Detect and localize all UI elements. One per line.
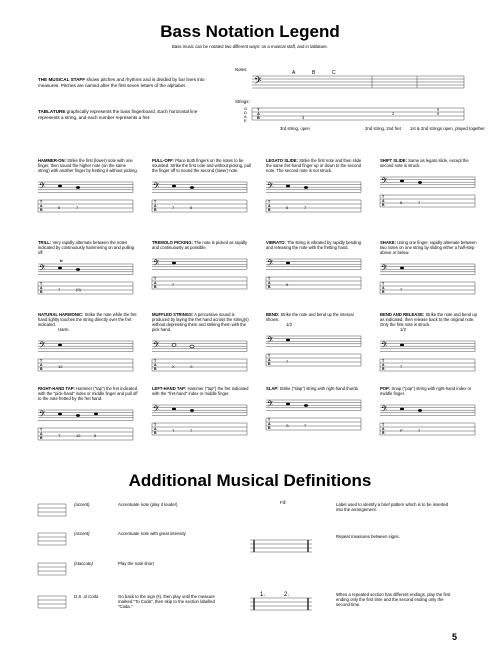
technique-text: Hammer ("tap") the fret indicated with the "pick-hand" index or middle finger and pull off to the note fretted by the fret hand. — [38, 386, 138, 401]
tab-number: 7 — [58, 287, 61, 292]
note-head — [58, 344, 62, 347]
intro-tab — [244, 106, 464, 123]
svg-text:𝄢: 𝄢 — [39, 410, 46, 422]
svg-text:E: E — [244, 118, 247, 123]
svg-text:𝄢: 𝄢 — [39, 264, 46, 276]
technique-text: A percussive sound is produced by laying the fret hand across the string(s) without depressing them and striking them with the pick hand. — [152, 312, 249, 332]
tab-number: 5 — [190, 205, 193, 210]
svg-text:A: A — [382, 199, 385, 203]
note-head — [76, 268, 80, 271]
svg-text:T: T — [268, 418, 271, 422]
svg-text:T: T — [268, 354, 271, 359]
technique-name: TREMOLO PICKING: — [152, 240, 193, 245]
svg-text:B: B — [382, 203, 385, 207]
tab-number: T — [58, 433, 61, 438]
page-number: 5 — [452, 632, 458, 642]
technique-annotation: 1/2 — [400, 327, 406, 332]
svg-text:A: A — [268, 358, 271, 363]
svg-text:tr: tr — [60, 258, 63, 263]
definition-description: Accentuate note (play it louder) — [118, 502, 178, 507]
note-head — [172, 185, 176, 188]
note-head — [76, 414, 80, 417]
svg-text:𝄢: 𝄢 — [267, 336, 274, 348]
technique-name: LEFT-HAND TAP: — [152, 386, 187, 391]
svg-text:B: B — [154, 367, 157, 371]
svg-text:B: B — [382, 367, 385, 372]
technique-description — [266, 158, 366, 173]
svg-text:B: B — [312, 70, 316, 76]
svg-text:A: A — [154, 427, 157, 431]
svg-text:B: B — [40, 367, 43, 372]
technique-cell — [38, 312, 138, 377]
svg-text:0: 0 — [437, 111, 440, 116]
svg-text:A: A — [382, 286, 385, 290]
definition-staff — [38, 557, 68, 579]
strings-label: Strings: — [235, 99, 250, 104]
tab-number: 7 — [172, 205, 175, 210]
svg-text:A: A — [40, 432, 43, 436]
definition-staff — [38, 527, 68, 549]
svg-text:B: B — [154, 208, 157, 212]
svg-text:𝄢: 𝄢 — [267, 400, 274, 412]
svg-text:C: C — [332, 70, 336, 76]
staff-text: shows pitches and rhythms and is divided by bar lines into measures. Pitches are named after the first seven letters of the alphabet. — [38, 77, 205, 88]
technique-name: POP: — [380, 386, 391, 391]
note-head — [58, 185, 62, 188]
technique-cell — [266, 158, 366, 218]
tab-number: 9 — [286, 282, 289, 287]
tab-number: 12 — [58, 364, 63, 370]
svg-text:T: T — [154, 200, 157, 204]
svg-text:G: G — [244, 106, 248, 111]
page-subtitle: Bass music can be notated two different ways: on a musical staff, and in tablature. — [171, 44, 329, 49]
technique-name: SLAP: — [266, 386, 279, 391]
ending-label: 1. — [260, 592, 266, 598]
svg-text:A: A — [40, 363, 43, 368]
tab-description — [38, 109, 208, 120]
page-title: Bass Notation Legend — [160, 22, 340, 41]
note-head — [418, 409, 422, 412]
tab-number: 12 — [76, 433, 81, 438]
technique-description — [380, 312, 480, 327]
note-head — [58, 267, 62, 270]
technique-cell — [380, 312, 480, 377]
tab-number: 7 — [400, 287, 403, 292]
tab-number: 5 — [58, 205, 61, 210]
svg-text:B: B — [257, 115, 260, 120]
definition-description: Accentuate note with great intensity — [118, 531, 186, 536]
svg-text:A: A — [244, 114, 247, 119]
technique-text: Strike the note and bend up the interval shown. — [266, 312, 354, 322]
svg-text:A: A — [292, 70, 296, 76]
technique-cell — [152, 312, 252, 377]
definition-description: When a repeated section has different endings, play the first ending only the first time and the second ending only the second time. — [336, 592, 451, 608]
svg-text:𝄢: 𝄢 — [381, 405, 388, 417]
technique-description — [38, 158, 138, 173]
tab-number: 7 — [304, 205, 307, 210]
note-head — [94, 413, 98, 416]
definition-staff — [250, 590, 315, 614]
technique-name: LEGATO SLIDE: — [266, 158, 298, 163]
technique-notation — [38, 335, 133, 377]
svg-text:T: T — [40, 428, 43, 432]
technique-cell — [380, 158, 480, 213]
technique-notation — [38, 404, 133, 446]
tab-heading: TABLATURE — [38, 109, 66, 114]
note-head — [190, 186, 194, 189]
definition-staff — [250, 532, 315, 556]
svg-text:3: 3 — [302, 115, 305, 120]
technique-text: Strike the note while the fret hand lightly touches the string directly over the fret indicated. — [38, 312, 137, 327]
technique-cell — [152, 386, 252, 441]
tab-text: graphically represents the bass fingerboard. Each horizontal line represents a string, and each number represents a fret. — [38, 109, 198, 120]
technique-description — [380, 158, 480, 168]
definition-description: Repeat measures between signs. — [336, 534, 400, 539]
technique-text: Strike the note and bend up as indicated, then release back to the original note. Only the first note is struck. — [380, 312, 477, 327]
svg-text:B: B — [382, 431, 385, 435]
technique-name: BEND AND RELEASE: — [380, 312, 425, 317]
note-head — [400, 267, 404, 270]
technique-text: Very rapidly alternate between the notes indicated by continuously hammering on and pulling off. — [38, 240, 135, 255]
note-head — [286, 403, 290, 406]
svg-text:T: T — [268, 277, 271, 281]
technique-notation — [152, 176, 247, 218]
tab-number: X — [190, 364, 193, 369]
svg-text:T: T — [154, 359, 157, 363]
note-head — [286, 262, 290, 265]
tab-number: S — [286, 423, 289, 428]
technique-description — [38, 240, 138, 255]
svg-text:T: T — [382, 359, 385, 364]
tab-number: (9) — [76, 287, 81, 292]
technique-name: RIGHT-HAND TAP: — [38, 386, 75, 391]
svg-text:𝄢: 𝄢 — [381, 341, 388, 353]
definition-staff — [250, 500, 315, 524]
technique-description — [152, 158, 252, 173]
caption-2: 2nd string, 2nd fret — [365, 126, 401, 131]
technique-text: Same as legato slide, except the second note is struck. — [380, 158, 469, 168]
svg-text:𝄢: 𝄢 — [381, 264, 388, 276]
svg-text:2: 2 — [392, 111, 395, 116]
technique-cell — [152, 240, 252, 295]
technique-description — [152, 240, 252, 250]
svg-text:A: A — [268, 204, 271, 208]
svg-text:T: T — [154, 277, 157, 281]
technique-notation — [380, 399, 475, 441]
technique-annotation: 1/2 — [286, 322, 292, 327]
definition-term: D.S. al Coda — [74, 594, 99, 599]
note-head — [286, 185, 290, 188]
svg-text:T: T — [257, 107, 260, 112]
svg-text:B: B — [268, 285, 271, 289]
technique-notation — [152, 399, 247, 441]
technique-notation — [152, 253, 247, 295]
svg-text:𝄢: 𝄢 — [153, 405, 160, 417]
svg-text:B: B — [268, 362, 271, 367]
tab-number: 7 — [190, 428, 193, 433]
note-head — [172, 262, 176, 265]
technique-cell — [152, 158, 252, 218]
note-head — [418, 181, 422, 184]
note-head — [172, 408, 176, 411]
svg-text:𝄢: 𝄢 — [267, 182, 274, 194]
technique-notation — [380, 335, 475, 377]
definition-term: (accent) — [74, 531, 90, 536]
technique-cell — [38, 240, 138, 300]
svg-text:T: T — [382, 423, 385, 427]
svg-text:T: T — [382, 282, 385, 286]
svg-text:𝄢: 𝄢 — [381, 177, 388, 189]
svg-text:A: A — [154, 363, 157, 367]
tab-number: P — [400, 428, 403, 433]
technique-notation — [380, 171, 475, 213]
technique-description — [266, 240, 366, 250]
technique-text: Place both fingers on the notes to be sounded. Strike the first note and without picking, pull the finger off to sound the second (lower) note. — [152, 158, 251, 173]
tab-number: 7 — [286, 359, 289, 365]
technique-name: HAMMER-ON: — [38, 158, 66, 163]
technique-text: Hammer ("tap") the fret indicated with the "fret-hand" index or middle finger. — [152, 386, 249, 396]
staff-heading: THE MUSICAL STAFF — [38, 77, 86, 82]
svg-text:𝄢: 𝄢 — [153, 341, 160, 353]
svg-text:D: D — [244, 110, 247, 115]
technique-description — [266, 312, 366, 322]
definition-term: Fill — [280, 500, 286, 505]
technique-name: TRILL: — [38, 240, 52, 245]
svg-text:A: A — [40, 204, 43, 208]
note-head — [190, 409, 194, 412]
technique-name: NATURAL HARMONIC: — [38, 312, 84, 317]
additional-title: Additional Musical Definitions — [128, 471, 372, 490]
tab-number: 7 — [304, 423, 307, 428]
technique-description — [266, 386, 366, 391]
note-head — [286, 339, 290, 342]
technique-name: MUFFLED STRINGS: — [152, 312, 194, 317]
svg-text:B: B — [382, 290, 385, 294]
svg-text:A: A — [268, 281, 271, 285]
tab-number: X — [172, 364, 175, 369]
svg-text:𝄢: 𝄢 — [39, 341, 46, 353]
technique-text: Strike the first note and then slide the same fret-hand finger up or down to the second note. The second note is not struck. — [266, 158, 362, 173]
svg-text:T: T — [40, 200, 43, 204]
technique-notation — [38, 176, 133, 218]
svg-text:𝄢: 𝄢 — [254, 75, 262, 89]
svg-text:A: A — [154, 204, 157, 208]
svg-text:A: A — [268, 422, 271, 426]
technique-cell — [266, 240, 366, 295]
technique-name: VIBRATO: — [266, 240, 286, 245]
note-head — [304, 186, 308, 189]
svg-text:𝄢: 𝄢 — [153, 182, 160, 194]
technique-description — [380, 240, 480, 255]
svg-text:T: T — [40, 359, 43, 364]
technique-name: SHAKE: — [380, 240, 397, 245]
svg-text:T: T — [40, 282, 43, 286]
tab-number: T — [172, 428, 175, 433]
technique-description — [38, 312, 138, 327]
svg-text:A: A — [382, 363, 385, 368]
note-head — [400, 408, 404, 411]
intro-staff — [252, 70, 464, 89]
technique-text: The string is vibrated by rapidly bending and releasing the note with the fretting hand. — [266, 240, 361, 250]
svg-text:B: B — [40, 208, 43, 212]
svg-text:B: B — [154, 285, 157, 289]
technique-description — [152, 312, 252, 332]
tab-number: 5 — [400, 200, 403, 205]
note-head — [400, 344, 404, 347]
definition-description: Label used to identify a brief pattern which is to be inserted into the arrangement. — [336, 502, 449, 513]
svg-text:0: 0 — [437, 107, 440, 112]
technique-description — [152, 386, 252, 396]
svg-text:A: A — [40, 286, 43, 290]
technique-text: Strike the first (lower) note with one finger, then sound the higher note (on the same string) with another finger by fretting it without picking. — [38, 158, 138, 173]
technique-cell — [380, 240, 480, 300]
technique-text: The note is picked as rapidly and continuously as possible. — [152, 240, 248, 250]
technique-name: PULL-OFF: — [152, 158, 175, 163]
technique-text: Strike ("slap") string with right-hand thumb. — [279, 386, 360, 391]
svg-text:B: B — [40, 436, 43, 440]
svg-text:A: A — [154, 281, 157, 285]
note-head — [58, 413, 62, 416]
svg-text:A: A — [257, 111, 260, 116]
technique-cell — [266, 386, 366, 436]
technique-notation — [38, 258, 133, 300]
definition-staff — [38, 590, 68, 612]
technique-notation — [266, 176, 361, 218]
technique-cell — [38, 386, 138, 446]
technique-notation — [266, 253, 361, 295]
note-head — [400, 180, 404, 183]
note-head — [172, 344, 176, 347]
technique-notation — [152, 335, 247, 377]
technique-cell — [38, 158, 138, 218]
svg-text:T: T — [382, 195, 385, 199]
technique-annotation: Harm. — [58, 327, 70, 332]
note-head — [304, 404, 308, 407]
svg-text:A: A — [382, 427, 385, 431]
svg-text:B: B — [268, 208, 271, 212]
technique-notation — [266, 330, 361, 372]
technique-notation — [266, 394, 361, 436]
svg-text:B: B — [154, 431, 157, 435]
caption-1: 3rd string, open — [280, 126, 310, 131]
technique-name: SHIFT SLIDE: — [380, 158, 407, 163]
tab-number: 5 — [286, 205, 289, 210]
svg-text:B: B — [268, 426, 271, 430]
definition-staff — [38, 498, 68, 520]
note-head — [190, 345, 194, 348]
technique-text: Snap ("pop") string with right-hand index or middle finger. — [380, 386, 472, 396]
svg-text:𝄢: 𝄢 — [39, 182, 46, 194]
ending-label: 2. — [284, 592, 290, 598]
staff-description — [38, 77, 208, 88]
tab-number: 7 — [172, 282, 175, 287]
technique-text: Using one finger, rapidly alternate between two notes on one string by sliding either a half-step above or below. — [380, 240, 477, 255]
technique-description — [380, 386, 480, 396]
tab-number: 7 — [418, 200, 421, 205]
technique-name: BEND: — [266, 312, 280, 317]
tab-number: 7 — [76, 205, 79, 210]
tab-number: 7 — [418, 428, 421, 433]
svg-text:B: B — [40, 290, 43, 294]
definition-term: (staccato) — [74, 561, 93, 566]
caption-3: 1st & 2nd strings open, played together — [410, 126, 485, 131]
definition-term: (accent) — [74, 502, 90, 507]
svg-text:T: T — [154, 423, 157, 427]
technique-cell — [380, 386, 480, 441]
svg-text:T: T — [268, 200, 271, 204]
technique-description — [38, 386, 138, 401]
technique-cell — [266, 312, 366, 372]
definition-description: Play the note short — [118, 561, 154, 566]
svg-text:𝄢: 𝄢 — [267, 259, 274, 271]
definition-description: Go back to the sign (𝄋), then play until the measure marked "To Coda", then skip to the section labelled "Coda." — [118, 594, 215, 610]
note-head — [76, 186, 80, 189]
technique-notation — [380, 258, 475, 300]
tab-number: 7 — [400, 364, 403, 370]
tab-number: 5 — [94, 433, 97, 438]
notes-label: Notes: — [235, 67, 248, 72]
svg-text:𝄢: 𝄢 — [153, 259, 160, 271]
